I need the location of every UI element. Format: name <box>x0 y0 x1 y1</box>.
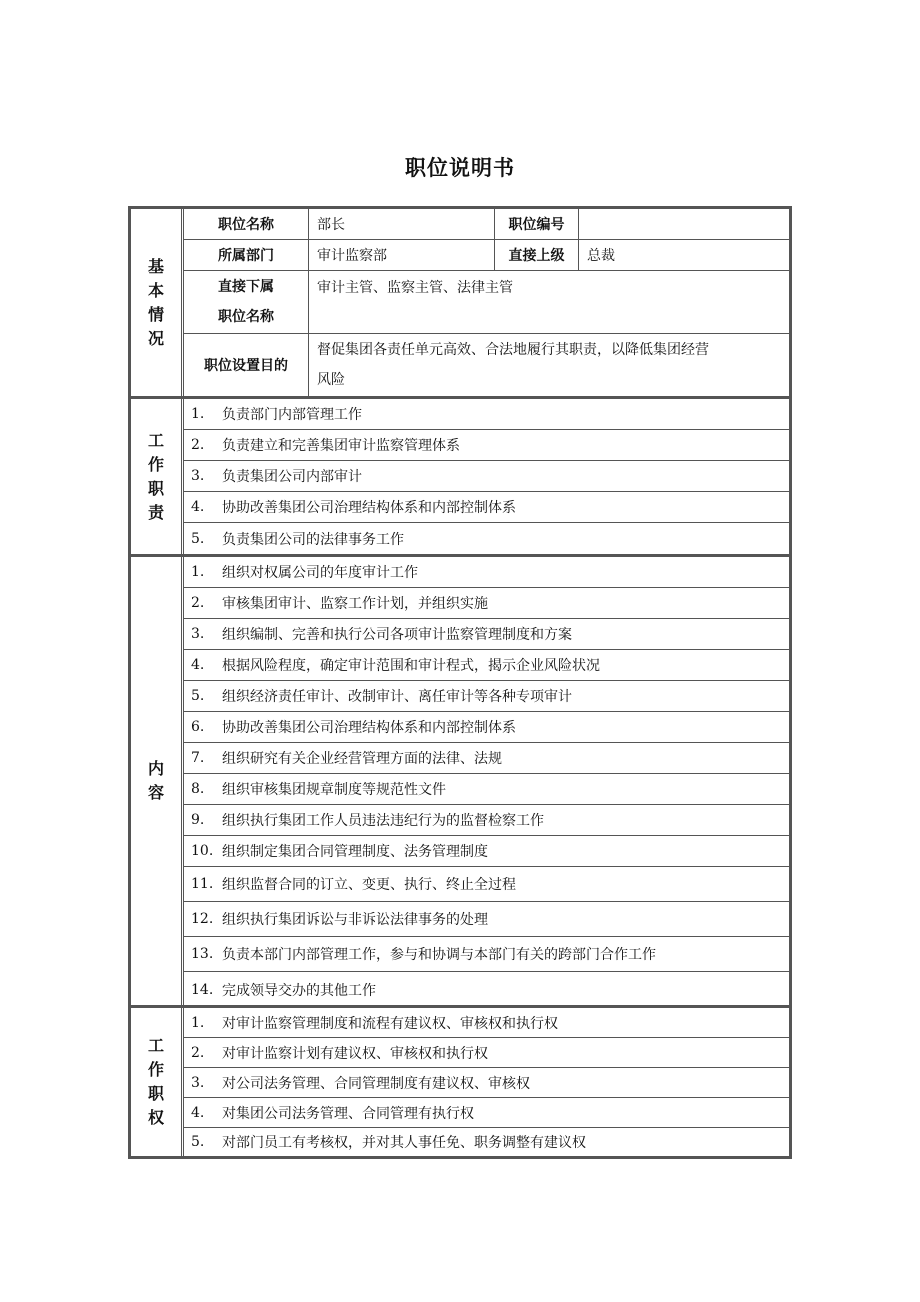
section-label-char: 工 <box>147 1036 164 1055</box>
position-name-value: 部长 <box>308 209 494 240</box>
item-number: 9. <box>191 812 205 828</box>
item-number: 14. <box>191 981 214 998</box>
authority-label-cell <box>131 1008 184 1156</box>
section-label-char: 工 <box>147 430 164 450</box>
duties-label-cell <box>131 399 184 554</box>
item-text: 组织编制、完善和执行公司各项审计监察管理制度和方案 <box>222 627 572 643</box>
section-label-char: 容 <box>147 783 164 802</box>
position-code-value <box>578 209 789 240</box>
item-number: 2. <box>191 595 205 611</box>
list-item <box>184 712 789 743</box>
item-number: 13. <box>191 946 214 962</box>
section-label-char: 作 <box>147 1060 164 1079</box>
list-item <box>184 774 789 805</box>
item-text: 对审计监察管理制度和流程有建议权、审核权和执行权 <box>222 1015 558 1032</box>
item-text: 审核集团审计、监察工作计划，并组织实施 <box>222 596 488 612</box>
list-item <box>184 430 789 461</box>
section-label-char: 权 <box>147 1108 164 1127</box>
section-label-char: 作 <box>147 454 164 474</box>
item-number: 4. <box>191 1104 205 1121</box>
item-text: 完成领导交办的其他工作 <box>222 982 376 999</box>
list-item <box>184 588 789 619</box>
item-text: 对审计监察计划有建议权、审核权和执行权 <box>222 1045 488 1062</box>
department-label: 所属部门 <box>184 240 308 271</box>
item-number: 2. <box>191 437 205 453</box>
item-text: 组织经济责任审计、改制审计、离任审计等各种专项审计 <box>222 689 572 705</box>
list-item <box>184 523 789 554</box>
item-text: 负责建立和完善集团审计监察管理体系 <box>222 438 460 454</box>
item-text: 对公司法务管理、合同管理制度有建议权、审核权 <box>222 1075 530 1092</box>
item-text: 协助改善集团公司治理结构体系和内部控制体系 <box>222 720 516 736</box>
purpose-value <box>308 334 789 396</box>
list-item <box>184 461 789 492</box>
item-text: 组织制定集团合同管理制度、法务管理制度 <box>222 844 488 860</box>
section-label-char: 内 <box>147 759 164 778</box>
authority-section <box>131 1005 789 1156</box>
duties-label <box>148 429 164 525</box>
section-label-char: 责 <box>147 502 164 522</box>
duties-list <box>184 399 789 554</box>
basic-info-section <box>131 209 789 396</box>
list-item <box>184 1038 789 1068</box>
item-number: 5. <box>191 1134 205 1150</box>
list-item <box>184 399 789 430</box>
item-text: 负责部门内部管理工作 <box>222 407 362 423</box>
item-number: 3. <box>191 1074 205 1091</box>
item-text: 组织研究有关企业经营管理方面的法律、法规 <box>222 751 502 767</box>
item-text: 协助改善集团公司治理结构体系和内部控制体系 <box>222 500 516 516</box>
item-text: 根据风险程度，确定审计范围和审计程式，揭示企业风险状况 <box>222 658 600 674</box>
item-text: 组织审核集团规章制度等规范性文件 <box>222 782 446 798</box>
purpose-value-line2: 风险 <box>317 372 345 388</box>
subordinates-label-line1: 直接下属 <box>218 279 274 295</box>
item-text: 负责本部门内部管理工作，参与和协调与本部门有关的跨部门合作工作 <box>222 947 656 963</box>
item-number: 3. <box>191 468 205 484</box>
list-item <box>184 902 789 937</box>
item-text: 组织监督合同的订立、变更、执行、终止全过程 <box>222 877 516 893</box>
item-number: 1. <box>191 406 205 422</box>
subordinates-value <box>308 271 789 334</box>
purpose-value-line1: 督促集团各责任单元高效、合法地履行其职责，以降低集团经营 <box>317 342 709 358</box>
position-code-label: 职位编号 <box>494 209 578 240</box>
basic-info-label-cell <box>131 209 184 396</box>
list-item <box>184 972 789 1007</box>
list-item <box>184 743 789 774</box>
superior-label: 直接上级 <box>494 240 578 271</box>
position-name-label: 职位名称 <box>184 209 308 240</box>
item-number: 12. <box>191 911 214 927</box>
superior-value: 总裁 <box>578 240 789 271</box>
section-label-char: 职 <box>147 478 164 498</box>
department-value: 审计监察部 <box>308 240 494 271</box>
item-text: 负责集团公司的法律事务工作 <box>222 531 404 548</box>
item-number: 4. <box>191 499 205 515</box>
item-number: 6. <box>191 719 205 735</box>
item-number: 10. <box>191 843 214 859</box>
section-label-char: 况 <box>147 328 164 348</box>
list-item <box>184 650 789 681</box>
item-number: 1. <box>191 1014 205 1031</box>
item-number: 4. <box>191 657 205 673</box>
list-item <box>184 1068 789 1098</box>
item-number: 11. <box>191 876 214 892</box>
content-label <box>148 757 164 805</box>
list-item <box>184 492 789 523</box>
item-text: 负责集团公司内部审计 <box>222 469 362 485</box>
authority-label <box>148 1034 164 1130</box>
content-label-cell <box>131 557 184 1005</box>
list-item <box>184 619 789 650</box>
authority-list <box>184 1008 789 1156</box>
purpose-label: 职位设置目的 <box>204 358 288 374</box>
basic-info-grid <box>184 209 789 396</box>
item-text: 组织执行集团诉讼与非诉讼法律事务的处理 <box>222 912 488 928</box>
section-label-char: 情 <box>147 304 164 324</box>
item-number: 8. <box>191 781 205 797</box>
item-text: 对部门员工有考核权，并对其人事任免、职务调整有建议权 <box>222 1135 586 1151</box>
list-item <box>184 1008 789 1038</box>
item-number: 7. <box>191 750 205 766</box>
page-title: 职位说明书 <box>405 156 515 180</box>
list-item <box>184 836 789 867</box>
section-label-char: 基 <box>147 256 164 276</box>
item-number: 5. <box>191 530 205 547</box>
list-item <box>184 1098 789 1128</box>
duties-section <box>131 396 789 554</box>
list-item <box>184 805 789 836</box>
item-number: 5. <box>191 688 205 704</box>
list-item <box>184 1128 789 1156</box>
item-text: 组织执行集团工作人员违法违纪行为的监督检察工作 <box>222 813 544 829</box>
section-label-char: 职 <box>147 1084 164 1103</box>
item-text: 组织对权属公司的年度审计工作 <box>222 565 418 581</box>
item-text: 对集团公司法务管理、合同管理有执行权 <box>222 1105 474 1122</box>
content-section <box>131 554 789 1005</box>
item-number: 1. <box>191 564 205 580</box>
list-item <box>184 937 789 972</box>
subordinates-value-text: 审计主管、监察主管、法律主管 <box>317 280 513 296</box>
list-item <box>184 557 789 588</box>
list-item <box>184 681 789 712</box>
basic-info-label <box>148 255 164 351</box>
content-list <box>184 557 789 1005</box>
list-item <box>184 867 789 902</box>
subordinates-label <box>184 271 308 334</box>
item-number: 3. <box>191 626 205 642</box>
section-label-char: 本 <box>147 280 164 300</box>
subordinates-label-line2: 职位名称 <box>218 309 274 325</box>
item-number: 2. <box>191 1044 205 1061</box>
job-description-table <box>128 206 792 1159</box>
